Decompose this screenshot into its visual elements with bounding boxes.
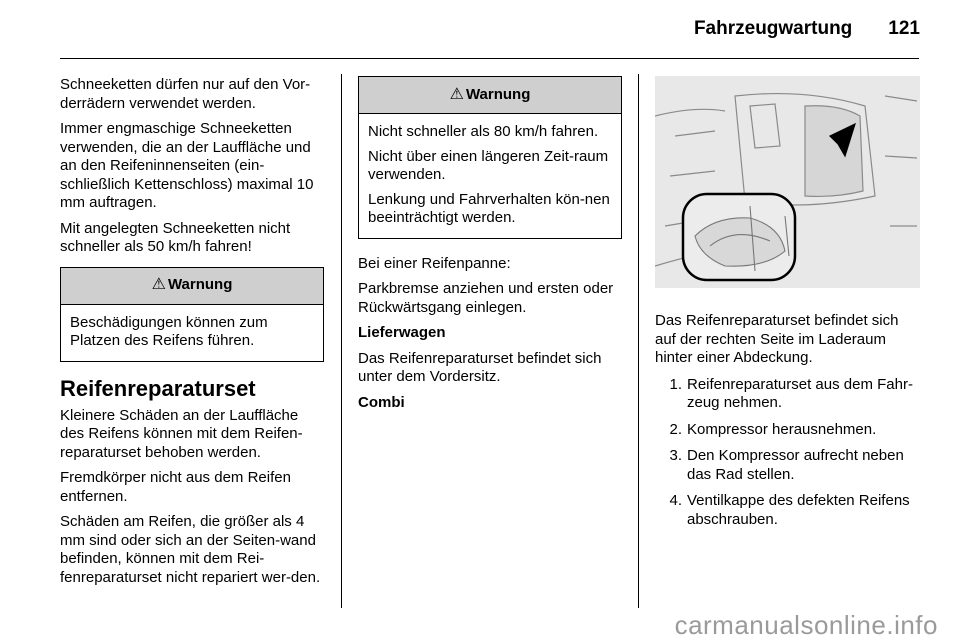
warning-title: Warnung [465, 85, 531, 103]
column-3 [655, 76, 920, 537]
warning-header [61, 268, 323, 305]
warning-triangle-icon: ⚠ [449, 85, 464, 103]
paragraph: Schneeketten dürfen nur auf den Vor-derrädern verwendet werden. [60, 76, 311, 112]
paragraph: Das Reifenreparaturset befindet sich auf der rechten Seite im Laderaum hinter einer Abdeckung. [655, 312, 899, 366]
column-divider-2 [638, 74, 639, 608]
warning-title: Warnung [167, 276, 233, 294]
subheading-lieferwagen: Lieferwagen [358, 324, 446, 341]
list-item: 1. Reifenreparaturset aus dem Fahr-zeug nehmen. [669, 375, 913, 411]
watermark: carmanualsonline.info [674, 610, 938, 640]
paragraph: Immer engmaschige Schneeketten verwenden, die an der Lauffläche und an den Reifeninnenseiten (ein-schließlich Kettenschloss) maximal 10 mm auftragen. [60, 120, 314, 211]
paragraph: Das Reifenreparaturset befindet sich unter dem Vordersitz. [358, 349, 602, 385]
list-item: 2. Kompressor herausnehmen. [669, 420, 877, 438]
tire-repair-kit-figure [655, 76, 920, 288]
paragraph: Bei einer Reifenpanne: [358, 254, 511, 272]
warning-triangle-icon: ⚠ [151, 276, 166, 294]
column-1 [60, 76, 324, 594]
steps-list [655, 376, 920, 530]
paragraph: Parkbremse anziehen und ersten oder Rückwärtsgang einlegen. [358, 280, 614, 316]
warning-box [358, 76, 622, 239]
subheading-combi: Combi [358, 393, 405, 411]
paragraph: Fremdkörper nicht aus dem Reifen entfernen. [60, 469, 291, 505]
warning-line: Lenkung und Fahrverhalten kön-nen beeinträchtigt werden. [368, 190, 610, 226]
paragraph: Mit angelegten Schneeketten nicht schneller als 50 km/h fahren! [60, 219, 291, 255]
page-number: 121 [888, 18, 920, 39]
list-item: 4. Ventilkappe des defekten Reifens abschrauben. [669, 492, 910, 528]
warning-text: Beschädigungen können zum Platzen des Reifens führen. [70, 313, 268, 349]
warning-box [60, 267, 324, 362]
list-item: 3. Den Kompressor aufrecht neben das Rad stellen. [669, 447, 904, 483]
header-title: Fahrzeugwartung [693, 18, 853, 39]
column-divider-1 [341, 74, 342, 608]
warning-line: Nicht über einen längeren Zeit-raum verwenden. [368, 147, 609, 183]
warning-header [359, 77, 621, 114]
warning-body [359, 114, 621, 238]
paragraph: Kleinere Schäden an der Lauffläche des Reifens können mit dem Reifen-reparaturset behoben werden. [60, 406, 303, 461]
paragraph: Schäden am Reifen, die größer als 4 mm sind oder sich an der Seiten-wand befinden, können mit dem Rei-fenreparaturset nicht repariert wer-den. [60, 513, 321, 586]
section-title: Reifenreparaturset [60, 375, 256, 401]
warning-body [61, 305, 323, 361]
page-header [40, 18, 920, 42]
warning-line: Nicht schneller als 80 km/h fahren. [368, 123, 599, 140]
column-2 [358, 76, 622, 419]
header-rule [60, 58, 919, 59]
